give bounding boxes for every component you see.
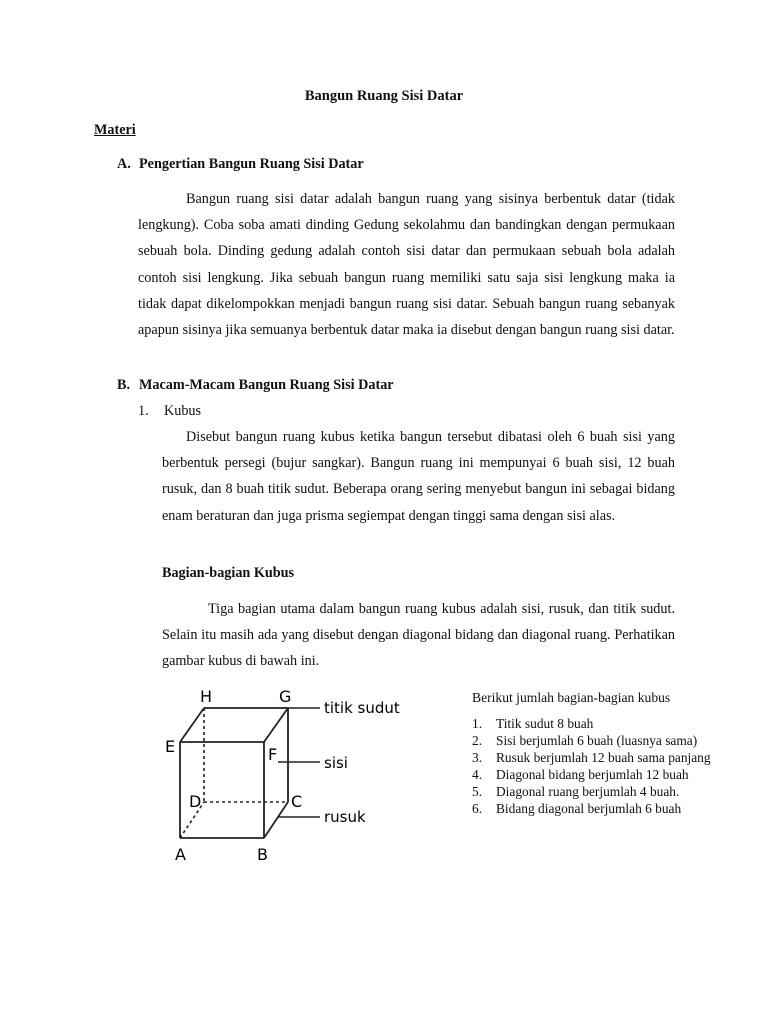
list-item-text: Titik sudut 8 buah (496, 716, 594, 731)
vertex-label-a: A (175, 845, 186, 864)
section-a-letter: A. (117, 156, 131, 172)
label-rusuk: rusuk (324, 808, 366, 826)
list-item-kubus (138, 403, 201, 420)
kubus-subheading: Bagian-bagian Kubus (162, 565, 295, 581)
vertex-label-h: H (200, 687, 213, 706)
vertex-label-c: C (291, 792, 303, 811)
list-item-number: 4. (472, 767, 483, 783)
section-a-title: Pengertian Bangun Ruang Sisi Datar (139, 156, 364, 172)
list-item (472, 801, 712, 818)
list-item-text: Rusuk berjumlah 12 buah sama panjang (496, 750, 711, 766)
parts-title: Berikut jumlah bagian-bagian kubus (472, 690, 671, 705)
vertex-label-d: D (189, 792, 202, 811)
section-b-title: Macam-Macam Bangun Ruang Sisi Datar (139, 377, 394, 393)
section-b-letter: B. (117, 377, 131, 393)
list-item (472, 733, 712, 750)
list-item-text: Bidang diagonal berjumlah 6 buah (496, 801, 682, 817)
section-a-paragraph: Bangun ruang sisi datar adalah bangun ruang yang sisinya berbentuk datar (tidak lengkung). Coba soba amati dinding Gedung sekolahmu dan bandingkan dengan permukaan sebuah bola. Dinding gedung adalah contoh sisi datar dan permukaan sebuah bola adalah contoh sisi lengkung. Jika sebuah bangun ruang memiliki satu saja sisi lengkung maka ia tidak dapat dikelompokkan menjadi bangun ruang sisi datar. Sebuah bangun ruang sebanyak apapun sisinya jika semuanya berbentuk datar maka ia disebut dengan bangun ruang sisi datar. (138, 191, 675, 339)
vertex-label-b: B (257, 845, 268, 864)
list-item (472, 716, 712, 733)
cube-figure (160, 680, 420, 870)
edge-fg (264, 708, 288, 742)
list-item-text: Diagonal ruang berjumlah 4 buah. (496, 784, 680, 800)
list-item-number: 2. (472, 733, 483, 749)
list-item-number: 3. (472, 750, 483, 766)
list-item (472, 750, 712, 767)
list-item-number: 6. (472, 801, 483, 817)
list-item-number: 1. (472, 716, 483, 731)
list-item-label: Kubus (164, 403, 202, 419)
list-item (472, 784, 712, 801)
kubus-paragraph: Disebut bangun ruang kubus ketika bangun tersebut dibatasi oleh 6 buah sisi yang berbentuk persegi (bujur sangkar). Bangun ruang ini mempunyai 6 buah sisi, 12 buah rusuk, dan 8 buah titik sudut. Beberapa orang sering menyebut bangun ini sebagai bidang enam beraturan dan juga prisma segiempat dengan tinggi sama dengan sisi alas. (162, 429, 675, 524)
vertex-label-f: F (268, 745, 278, 764)
section-a-heading (117, 156, 364, 173)
list-item-number: 5. (472, 784, 483, 800)
document-title: Bangun Ruang Sisi Datar (304, 88, 464, 104)
list-item (472, 767, 712, 784)
edge-bc (264, 802, 288, 838)
list-item-text: Diagonal bidang berjumlah 12 buah (496, 767, 689, 783)
list-item-number: 1. (138, 403, 149, 419)
label-titik-sudut: titik sudut (324, 699, 400, 717)
vertex-label-e: E (165, 737, 176, 756)
label-sisi: sisi (324, 754, 348, 772)
materi-label: Materi (94, 122, 136, 138)
section-b-heading (117, 377, 394, 394)
kubus-parts-paragraph: Tiga bagian utama dalam bangun ruang kubus adalah sisi, rusuk, dan titik sudut. Selain itu masih ada yang disebut dengan diagonal bidang dan diagonal ruang. Perhatikan gambar kubus di bawah ini. (162, 601, 675, 670)
parts-list (472, 716, 712, 819)
edge-eh (180, 708, 204, 742)
vertex-label-g: G (279, 687, 292, 706)
list-item-text: Sisi berjumlah 6 buah (luasnya sama) (496, 733, 698, 749)
